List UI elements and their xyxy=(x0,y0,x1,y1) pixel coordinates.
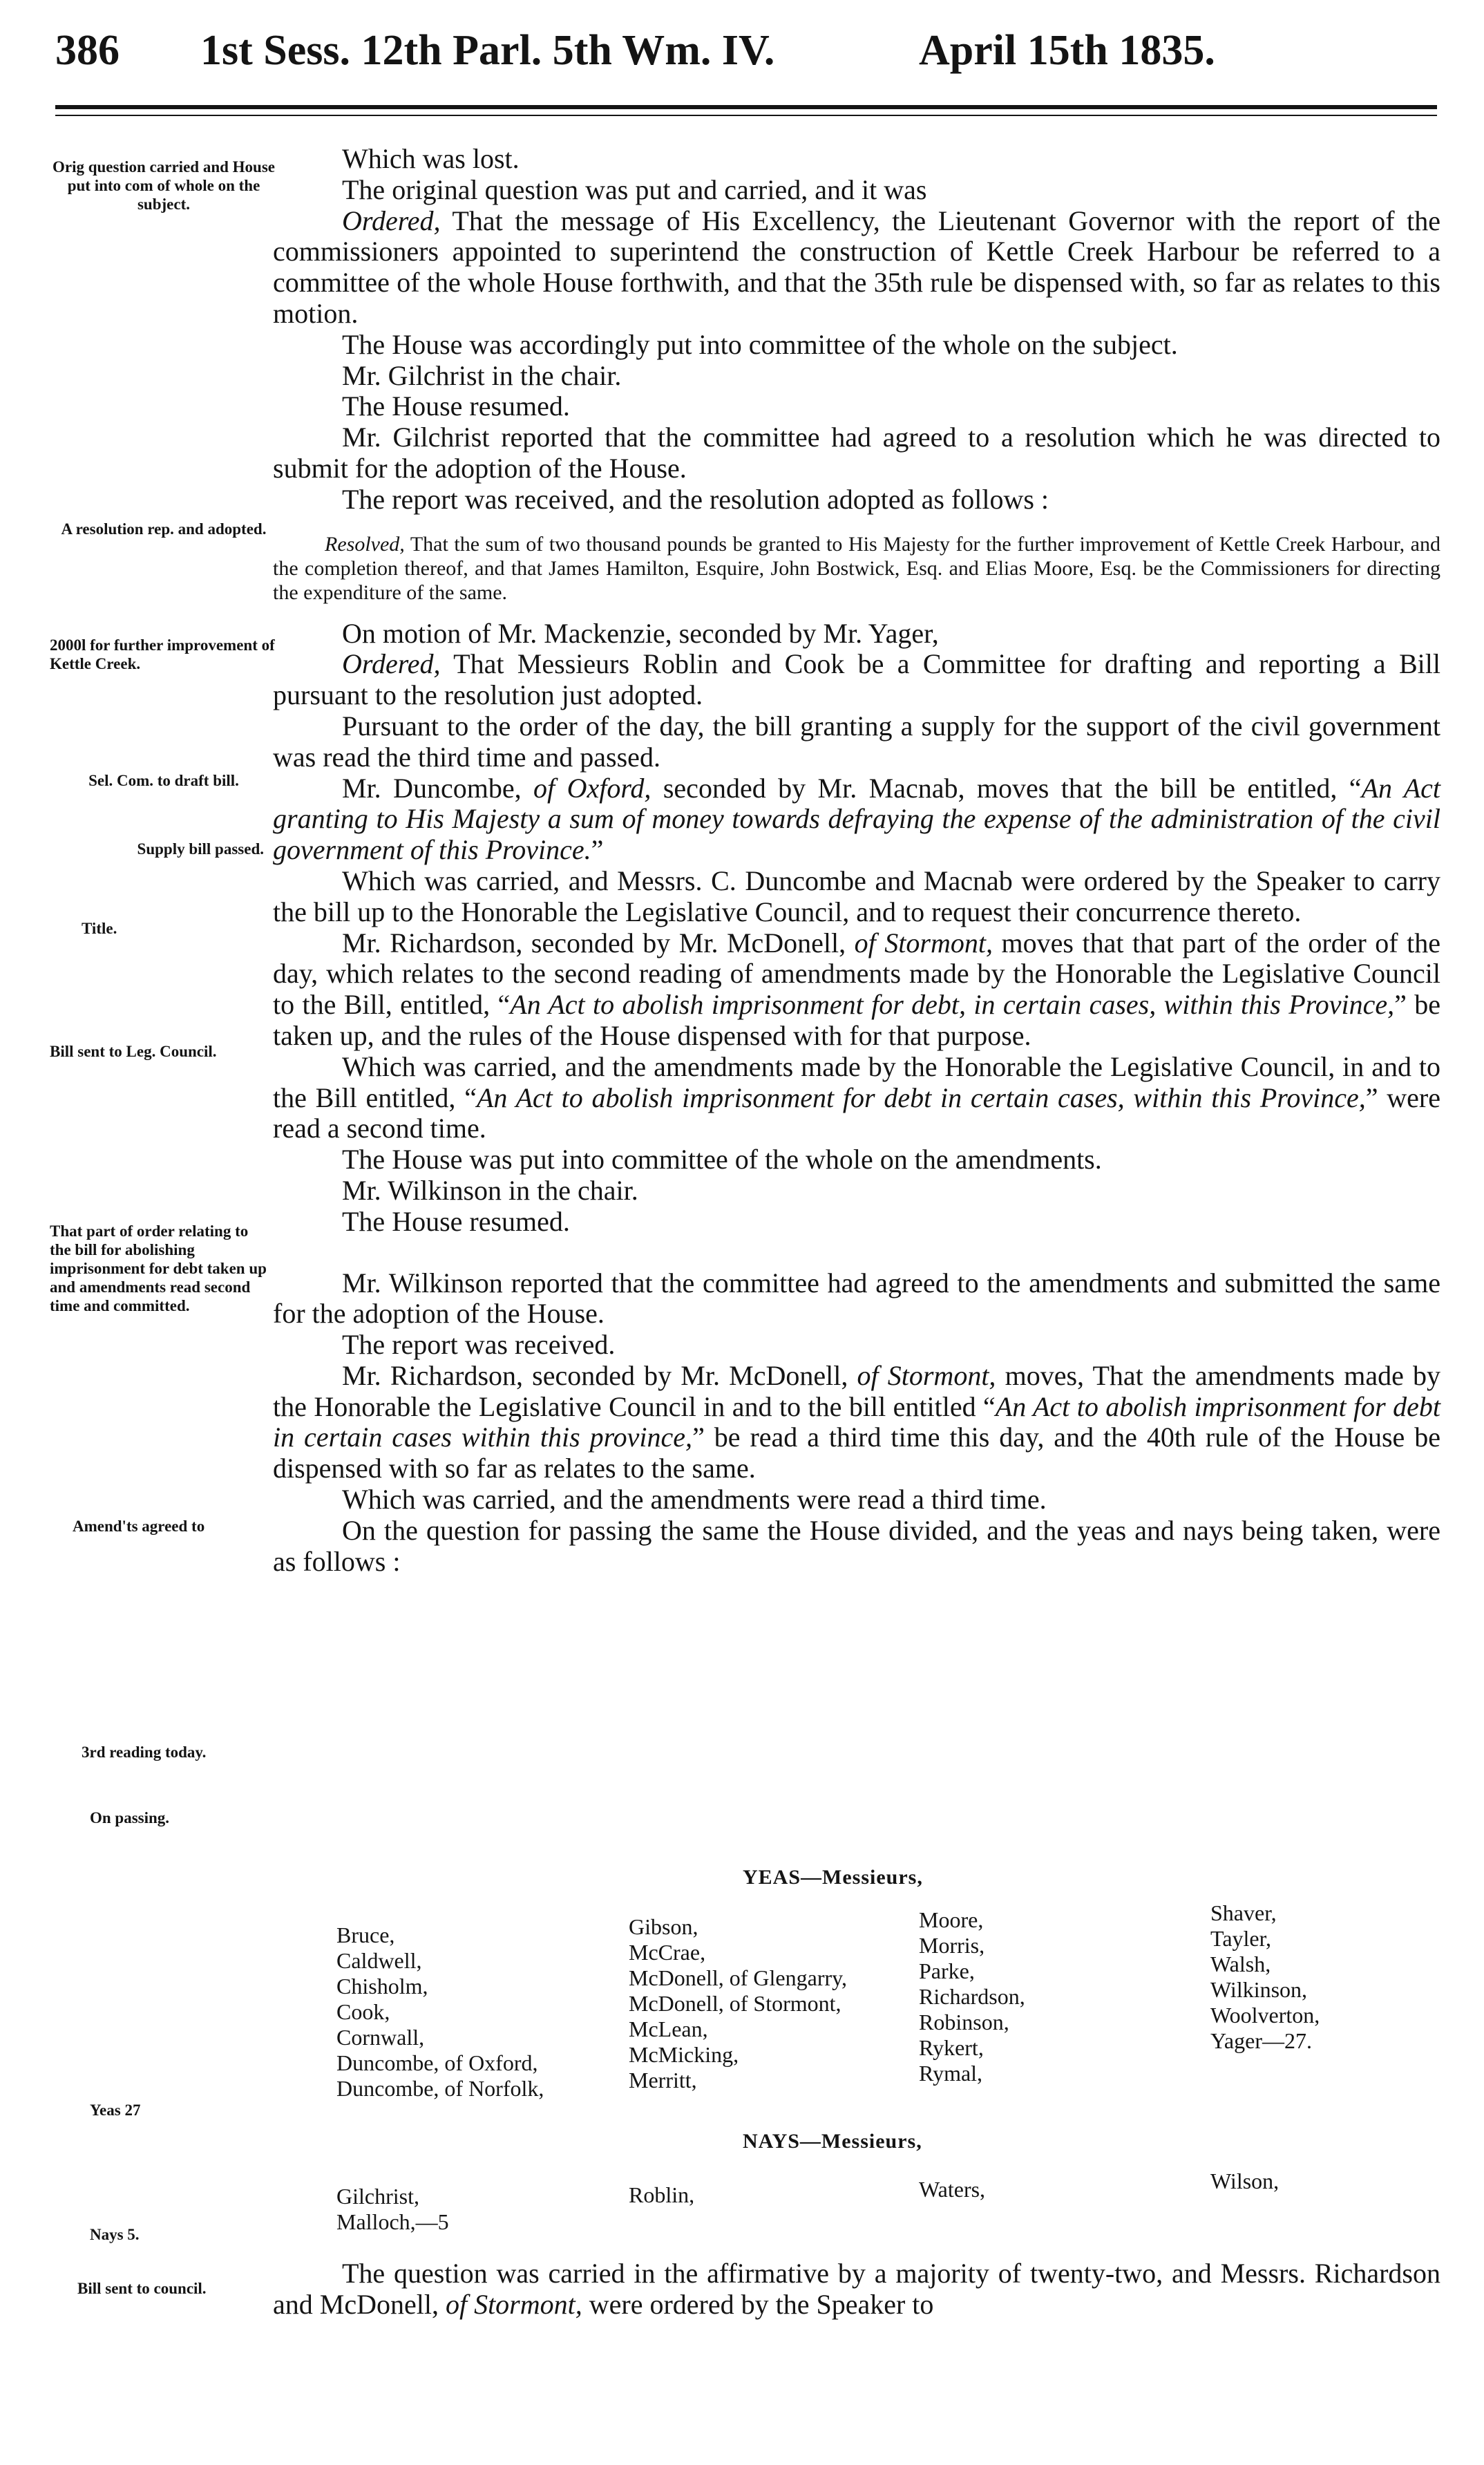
paragraph: Mr. Gilchrist in the chair. xyxy=(342,359,622,391)
margin-note: Orig question carried and House put into com of whole on the subject. xyxy=(52,158,275,213)
margin-note: Bill sent to Leg. Council. xyxy=(50,1043,217,1060)
paragraph xyxy=(273,1361,1440,1484)
header-rule-thin xyxy=(55,115,1437,116)
member-name: McLean, xyxy=(629,2017,708,2041)
member-name: Waters, xyxy=(919,2177,986,2202)
session-heading: 1st Sess. 12th Parl. 5th Wm. IV. xyxy=(200,27,775,74)
member-name: Parke, xyxy=(919,1958,975,1983)
margin-note: On passing. xyxy=(90,1809,170,1826)
margin-note: 2000l for further improvement of Kettle Creek. xyxy=(50,636,275,672)
journal-body xyxy=(273,144,1440,1577)
member-name: Duncombe, of Norfolk, xyxy=(336,2076,544,2101)
paragraph-italic: of Oxford, xyxy=(533,772,651,804)
member-name: McCrae, xyxy=(629,1940,706,1965)
member-name: Shaver, xyxy=(1210,1900,1277,1925)
margin-note: Sel. Com. to draft bill. xyxy=(88,772,239,789)
paragraph xyxy=(273,649,1440,711)
paragraph-italic: of Stormont, xyxy=(854,927,993,958)
margin-note: 3rd reading today. xyxy=(82,1744,207,1761)
paragraph-text: That the message of His Excellency, the Lieutenant Governor with the report of the commissioners appointed to superintend the construction of Kettle Creek Harbour be referred to a committee of the whole House forthwith, and that the 35th rule be dispensed with, so far as relates to this motion. xyxy=(273,205,1440,329)
yeas-column-1 xyxy=(336,1923,544,2102)
paragraph-italic: of Stormont, xyxy=(445,2288,582,2320)
nays-column-3 xyxy=(919,2177,985,2202)
paragraph-text: seconded by Mr. Macnab, moves that the bill be entitled, “ xyxy=(651,772,1362,804)
margin-note: That part of order relating to the bill for abolishing imprisonment for debt taken up and amendments read second time and committed. xyxy=(50,1222,267,1314)
margin-note: Bill sent to council. xyxy=(77,2280,207,2297)
paragraph xyxy=(273,773,1440,866)
paragraph-text: ” xyxy=(591,834,604,866)
resolution-text: That the sum of two thousand pounds be granted to His Majesty for the further improvement of Kettle Creek Harbour, and the completion thereof, and that James Hamilton, Esquire, John Bostwick, Esq. and Elias Moore, Esq. be the Commissioners for directing the expenditure of the same. xyxy=(273,532,1440,604)
margin-note: Yeas 27 xyxy=(90,2102,141,2119)
member-name: Gibson, xyxy=(629,1914,698,1939)
paragraph-text: ” were read a second time. xyxy=(273,1082,1440,1144)
nays-column-2 xyxy=(629,2182,694,2208)
member-name: Chisholm, xyxy=(336,1974,428,1999)
paragraph-text: moves that that part of the order of the day, which relates to the second reading of amendments made by the Honorable the Legislative Council to the Bill, entitled, “ xyxy=(273,927,1440,1021)
member-name: Morris, xyxy=(919,1933,985,1958)
paragraph-text: ” be read a third time this day, and the 40th rule of the House be dispensed with so far as relates to the same. xyxy=(273,1422,1441,1484)
paragraph: Mr. Gilchrist reported that the committee had agreed to a resolution which he was directed to submit for the adoption of the House. xyxy=(273,422,1440,484)
header-rule-thick xyxy=(55,105,1437,109)
member-name: Yager—27. xyxy=(1210,2028,1312,2053)
member-name: Rykert, xyxy=(919,2035,984,2060)
paragraph: The original question was put and carried, and it was xyxy=(342,173,927,205)
member-name: Cook, xyxy=(336,1999,390,2024)
member-name: Malloch,—5 xyxy=(336,2209,449,2234)
paragraph-lead: Ordered, xyxy=(342,205,441,236)
member-name: McDonell, of Glengarry, xyxy=(629,1965,848,1990)
member-name: Roblin, xyxy=(629,2182,695,2207)
paragraph-text: Mr. Richardson, seconded by Mr. McDonell, xyxy=(342,1359,857,1391)
paragraph: Mr. Wilkinson in the chair. xyxy=(342,1174,638,1206)
member-name: McMicking, xyxy=(629,2042,739,2067)
date-heading: April 15th 1835. xyxy=(919,27,1215,74)
margin-note: Nays 5. xyxy=(90,2226,140,2243)
member-name: Caldwell, xyxy=(336,1948,422,1973)
resolution-lead: Resolved, xyxy=(325,532,405,556)
member-name: Gilchrist, xyxy=(336,2184,419,2209)
bill-title: An Act granting to His Majesty a sum of money towards defraying the expense of the administration of the civil government of this Province. xyxy=(273,772,1441,866)
member-name: Wilson, xyxy=(1210,2169,1280,2193)
paragraph-text: Mr. Richardson, seconded by Mr. McDonell, xyxy=(342,927,855,958)
paragraph: The House resumed. xyxy=(342,1205,570,1237)
member-name: Duncombe, of Oxford, xyxy=(336,2050,538,2075)
paragraph: The report was received, and the resolution adopted as follows : xyxy=(342,483,1049,515)
member-name: Bruce, xyxy=(336,1923,395,1947)
member-name: Tayler, xyxy=(1210,1926,1271,1951)
member-name: Rymal, xyxy=(919,2061,983,2086)
paragraph-text: Which was carried, and the amendments made by the Honorable the Legislative Council, in and to the Bill entitled, “ xyxy=(273,1050,1440,1113)
paragraph: The House was put into committee of the whole on the amendments. xyxy=(342,1144,1102,1175)
journal-body-closing xyxy=(273,2258,1440,2321)
bill-title: An Act to abolish imprisonment for debt in certain cases, within this Province, xyxy=(476,1082,1366,1113)
paragraph-lead: Ordered, xyxy=(342,648,441,680)
paragraph xyxy=(273,1052,1440,1144)
paragraph xyxy=(273,206,1440,330)
paragraph-text: Mr. Duncombe, xyxy=(342,772,534,804)
member-name: Woolverton, xyxy=(1210,2003,1320,2028)
paragraph: Mr. Wilkinson reported that the committee had agreed to the amendments and submitted the same for the adoption of the House. xyxy=(273,1267,1440,1330)
paragraph: Which was carried, and Messrs. C. Duncombe and Macnab were ordered by the Speaker to carry the bill up to the Honorable the Legislative Council, and to request their concurrence thereto. xyxy=(273,865,1440,927)
nays-column-1 xyxy=(336,2184,449,2235)
member-name: Robinson, xyxy=(919,2010,1009,2034)
member-name: Richardson, xyxy=(919,1984,1025,2009)
paragraph-text: were ordered by the Speaker to xyxy=(582,2288,934,2320)
yeas-heading: YEAS—Messieurs, xyxy=(743,1866,923,1889)
member-name: Cornwall, xyxy=(336,2025,425,2050)
yeas-column-3 xyxy=(919,1907,1025,2086)
paragraph: On motion of Mr. Mackenzie, seconded by Mr. Yager, xyxy=(342,617,939,649)
paragraph-italic: of Stormont, xyxy=(857,1359,996,1391)
paragraph: Pursuant to the order of the day, the bill granting a supply for the support of the civil government was read the third time and passed. xyxy=(273,710,1440,773)
member-name: Wilkinson, xyxy=(1210,1977,1308,2002)
paragraph xyxy=(273,928,1440,1052)
yeas-column-2 xyxy=(629,1914,847,2093)
member-name: Moore, xyxy=(919,1907,984,1932)
paragraph-text: ” be taken up, and the rules of the House dispensed with for that purpose. xyxy=(273,989,1441,1051)
paragraph: The House was accordingly put into committee of the whole on the subject. xyxy=(342,328,1178,360)
member-name: McDonell, of Stormont, xyxy=(629,1991,841,2016)
paragraph: Which was carried, and the amendments were read a third time. xyxy=(342,1484,1047,1515)
yeas-column-4 xyxy=(1210,1900,1320,2054)
paragraph: On the question for passing the same the House divided, and the yeas and nays being taken, were as follows : xyxy=(273,1514,1440,1577)
paragraph: The House resumed. xyxy=(342,390,570,422)
nays-column-4 xyxy=(1210,2169,1279,2194)
paragraph-text: The question was carried in the affirmative by a majority of twenty-two, and Messrs. Richardson and McDonell, xyxy=(273,2258,1440,2320)
spacer xyxy=(273,1238,1440,1268)
page-number: 386 xyxy=(55,27,120,74)
paragraph xyxy=(273,2258,1440,2321)
member-name: Walsh, xyxy=(1210,1952,1271,1976)
margin-note: Title. xyxy=(82,920,117,937)
bill-title: An Act to abolish imprisonment for debt, in certain cases, within this Province, xyxy=(510,989,1395,1021)
paragraph-text: moves, That the amendments made by the Honorable the Legislative Council in and to the bill entitled “ xyxy=(273,1359,1441,1422)
margin-note: A resolution rep. and adopted. xyxy=(61,520,267,538)
resolution xyxy=(273,532,1440,605)
paragraph: The report was received. xyxy=(342,1329,616,1361)
margin-note: Supply bill passed. xyxy=(137,840,264,858)
bill-title: An Act to abolish imprisonment for debt in certain cases within this province, xyxy=(273,1390,1441,1453)
member-name: Merritt, xyxy=(629,2068,697,2093)
margin-note: Amend'ts agreed to xyxy=(73,1518,205,1535)
nays-heading: NAYS—Messieurs, xyxy=(743,2130,922,2153)
paragraph-text: That Messieurs Roblin and Cook be a Committee for drafting and reporting a Bill pursuant to the resolution just adopted. xyxy=(273,648,1440,711)
paragraph: Which was lost. xyxy=(342,143,520,174)
